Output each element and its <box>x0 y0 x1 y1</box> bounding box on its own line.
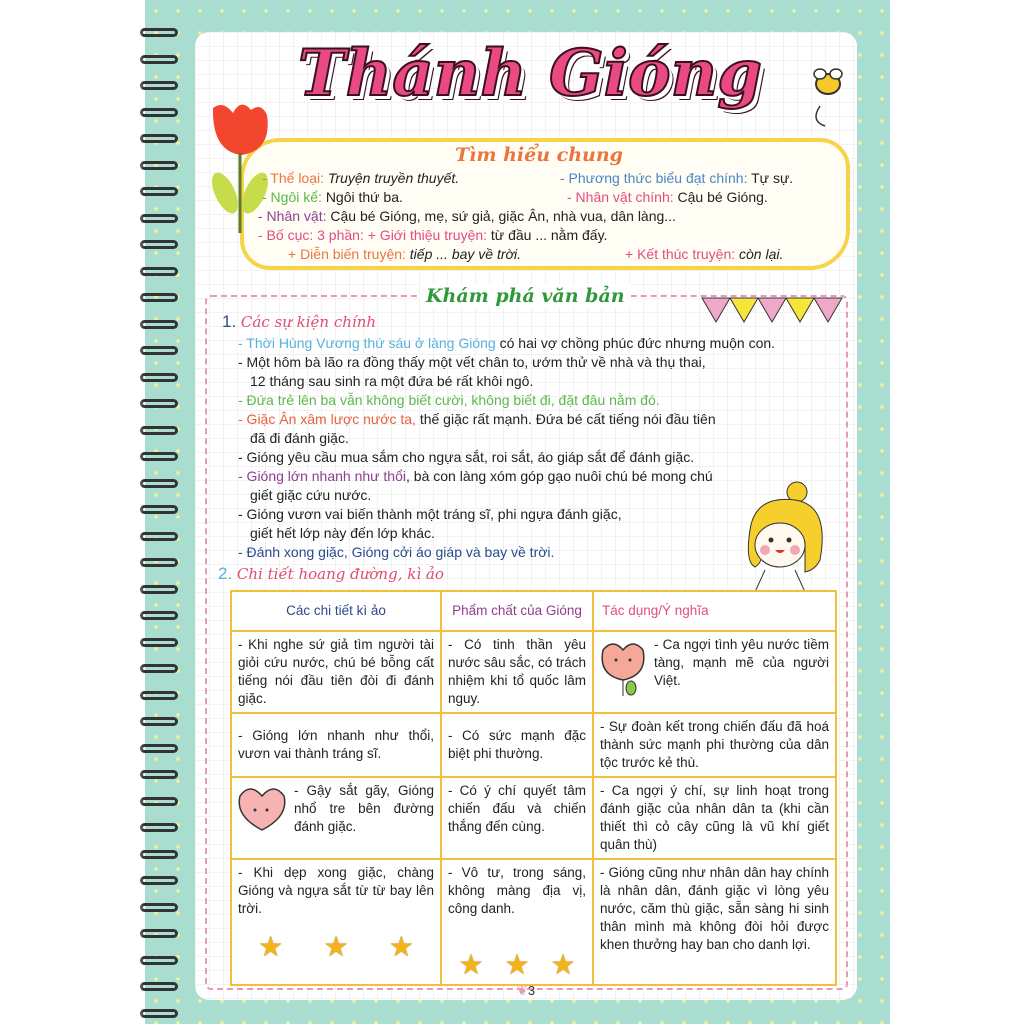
spiral-ring <box>140 240 178 249</box>
table-row <box>231 713 836 777</box>
spiral-ring <box>140 532 178 541</box>
event-text: có hai vợ chồng phúc đức nhưng muộn con. <box>495 335 776 351</box>
event-highlight: - Gióng lớn nhanh như thổi <box>238 468 406 484</box>
narration-value: Ngôi thứ ba. <box>325 189 403 205</box>
ending-value: còn lại. <box>739 246 784 262</box>
column-header: Phẩm chất của Gióng <box>441 591 593 631</box>
spiral-ring <box>140 373 178 382</box>
event-item <box>238 353 706 371</box>
page-number-text: 3 <box>527 983 536 998</box>
genre-line <box>262 169 459 187</box>
event-text: - Một hôm bà lão ra đồng thấy một vết chân to, ướm thử về nhà và thụ thai, <box>238 354 706 370</box>
table-cell <box>231 859 441 985</box>
spiral-ring <box>140 479 178 488</box>
table-cell <box>593 859 836 985</box>
star-icon: ★ <box>323 931 349 962</box>
fantasy-details-table <box>230 590 837 986</box>
table-cell <box>231 777 441 859</box>
spiral-ring <box>140 161 178 170</box>
explore-heading: Khám phá văn bản <box>420 284 631 308</box>
spiral-ring <box>140 664 178 673</box>
event-item <box>250 486 371 504</box>
event-text: 12 tháng sau sinh ra một đứa bé rất khôi ngô. <box>250 373 534 389</box>
spiral-ring <box>140 850 178 859</box>
table-cell <box>593 777 836 859</box>
bee-icon <box>808 66 853 136</box>
spiral-ring <box>140 187 178 196</box>
characters-value: Cậu bé Gióng, mẹ, sứ giả, giặc Ân, nhà vua, dân làng... <box>330 208 676 224</box>
section-2-heading <box>218 564 444 584</box>
table-cell <box>441 713 593 777</box>
intro-heading: Tìm hiểu chung <box>455 144 623 166</box>
intro-part-value: từ đầu ... nằm đấy. <box>490 227 608 243</box>
development-label: + Diễn biến truyện: <box>288 246 406 262</box>
cell-text: - Sự đoàn kết trong chiến đấu đã hoá thành sức mạnh phi thường của dân tộc trước kẻ thù. <box>600 719 829 770</box>
genre-value: Truyện truyền thuyết. <box>327 170 460 186</box>
star-icon: ★ <box>388 931 414 962</box>
spiral-ring <box>140 558 178 567</box>
column-header: Tác dụng/Ý nghĩa <box>593 591 836 631</box>
table-cell <box>593 713 836 777</box>
event-text: đã đi đánh giặc. <box>250 430 349 446</box>
section-2-title: Chi tiết hoang đường, kì ảo <box>236 565 444 583</box>
event-item <box>238 543 554 561</box>
spiral-ring <box>140 267 178 276</box>
table-cell <box>441 777 593 859</box>
section-1-heading <box>222 312 376 332</box>
star-icon: ★ <box>550 949 576 980</box>
event-text: - Gióng yêu cầu mua sắm cho ngựa sắt, roi sắt, áo giáp sắt để đánh giặc. <box>238 449 695 465</box>
star-icon: ★ <box>458 949 484 980</box>
spiral-ring <box>140 744 178 753</box>
table-row <box>231 859 836 985</box>
event-item <box>250 524 435 542</box>
event-text: , bà con làng xóm góp gạo nuôi chú bé mong chú <box>406 468 713 484</box>
main-character-line <box>567 188 768 206</box>
narration-line <box>262 188 403 206</box>
event-text: - Gióng vươn vai biến thành một tráng sĩ, phi ngựa đánh giặc, <box>238 506 622 522</box>
spiral-ring <box>140 346 178 355</box>
spiral-ring <box>140 134 178 143</box>
cell-text: - Ca ngợi tình yêu nước tiềm tàng, mạnh mẽ của người Việt. <box>654 637 829 688</box>
development-value: tiếp ... bay về trời. <box>409 246 521 262</box>
cell-text: - Ca ngợi ý chí, sự linh hoạt trong đánh giặc của nhân dân ta (khi cần thiết thì cỏ cây cũng là vũ khí giết quân thù) <box>600 783 829 852</box>
spiral-ring <box>140 81 178 90</box>
spiral-ring <box>140 452 178 461</box>
expression-value: Tự sự. <box>751 170 794 186</box>
expression-label: - Phương thức biểu đạt chính: <box>560 170 748 186</box>
event-item <box>238 410 716 428</box>
spiral-ring <box>140 929 178 938</box>
cell-text: - Vô tư, trong sáng, không màng địa vị, công danh. <box>448 865 586 916</box>
table-cell <box>231 713 441 777</box>
spiral-ring <box>140 28 178 37</box>
spiral-ring <box>140 638 178 647</box>
narration-label: - Ngôi kể: <box>262 189 322 205</box>
event-highlight: - Đứa trẻ lên ba vẫn không biết cười, không biết đi, đặt đâu nằm đó. <box>238 392 660 408</box>
spiral-ring <box>140 691 178 700</box>
column-header: Các chi tiết kì ảo <box>231 591 441 631</box>
table-row <box>231 777 836 859</box>
spiral-ring <box>140 108 178 117</box>
cell-text: - Có tinh thần yêu nước sâu sắc, có trách nhiệm khi tổ quốc lâm nguy. <box>448 637 586 706</box>
spiral-ring <box>140 797 178 806</box>
stars-decoration <box>238 932 434 962</box>
heart-face-icon <box>238 784 286 832</box>
table-cell <box>593 631 836 713</box>
spiral-ring <box>140 293 178 302</box>
spiral-ring <box>140 55 178 64</box>
section-1-title: Các sự kiện chính <box>240 313 377 331</box>
cell-text: - Gióng lớn nhanh như thổi, vươn vai thành tráng sĩ. <box>238 728 434 761</box>
event-item <box>250 429 349 447</box>
table-row <box>231 631 836 713</box>
cell-text: - Có sức mạnh đặc biệt phi thường. <box>448 728 586 761</box>
main-character-value: Cậu bé Gióng. <box>677 189 768 205</box>
spiral-ring <box>140 611 178 620</box>
intro-part-label: + Giới thiệu truyện: <box>367 227 488 243</box>
event-item <box>238 505 622 523</box>
spiral-ring <box>140 320 178 329</box>
table-cell <box>441 859 593 985</box>
genre-label: - Thể loại: <box>262 170 324 186</box>
development-line <box>288 245 521 263</box>
event-text: thế giặc rất mạnh. Đứa bé cất tiếng nói đầu tiên <box>415 411 716 427</box>
event-item <box>250 372 533 390</box>
characters-line <box>258 207 676 225</box>
spiral-ring <box>140 426 178 435</box>
cell-text: - Gậy sắt gãy, Gióng nhổ tre bên đường đánh giặc. <box>294 783 434 834</box>
table-cell <box>231 631 441 713</box>
girl-illustration <box>735 480 830 592</box>
spiral-ring <box>140 903 178 912</box>
flower-face-icon <box>600 638 646 698</box>
spiral-ring <box>140 585 178 594</box>
cell-text: - Khi dẹp xong giặc, chàng Gióng và ngựa sắt từ từ bay lên trời. <box>238 865 434 916</box>
spiral-ring <box>140 956 178 965</box>
cell-text: - Gióng cũng như nhân dân hay chính là nhân dân, đánh giặc vì lòng yêu nước, căm thù giặc, sẵn sàng hi sinh thân mình mà không đòi hỏi được khen thưởng hay ban cho danh lợi. <box>600 865 829 952</box>
spiral-ring <box>140 770 178 779</box>
table-cell <box>441 631 593 713</box>
spiral-ring <box>140 823 178 832</box>
event-highlight: - Giặc Ân xâm lược nước ta, <box>238 411 416 427</box>
expression-line <box>560 169 793 187</box>
event-item <box>238 467 713 485</box>
section-1-number: 1. <box>222 312 237 331</box>
event-item <box>238 391 660 409</box>
table-header-row <box>231 591 836 631</box>
stars-decoration <box>448 950 586 980</box>
ending-label: + Kết thúc truyện: <box>625 246 736 262</box>
spiral-ring <box>140 982 178 991</box>
star-icon: ★ <box>504 949 530 980</box>
section-2-number: 2. <box>218 564 233 583</box>
event-item <box>238 448 694 466</box>
spiral-ring <box>140 399 178 408</box>
star-icon: ★ <box>258 931 284 962</box>
event-text: giết hết lớp này đến lớp khác. <box>250 525 435 541</box>
event-highlight: - Đánh xong giặc, Gióng cởi áo giáp và bay về trời. <box>238 544 555 560</box>
event-text: giết giặc cứu nước. <box>250 487 372 503</box>
page-number: ❦3 <box>517 983 536 998</box>
event-highlight: - Thời Hùng Vương thứ sáu ở làng Gióng <box>238 335 496 351</box>
structure-line <box>258 226 607 244</box>
ending-line <box>625 245 783 263</box>
event-item <box>238 334 775 352</box>
cell-text: - Có ý chí quyết tâm chiến đấu và chiến thắng đến cùng. <box>448 783 586 834</box>
spiral-ring <box>140 717 178 726</box>
structure-label: - Bố cục: 3 phần: <box>258 227 364 243</box>
main-character-label: - Nhân vật chính: <box>567 189 674 205</box>
cell-text: - Khi nghe sứ giả tìm người tài giỏi cứu nước, chú bé bỗng cất tiếng nói đầu tiên đòi đi đánh giặc. <box>238 637 434 706</box>
spiral-ring <box>140 505 178 514</box>
spiral-ring <box>140 1009 178 1018</box>
bunting-decoration <box>700 296 848 326</box>
characters-label: - Nhân vật: <box>258 208 327 224</box>
page-title: Thánh Gióng <box>298 36 762 111</box>
spiral-ring <box>140 876 178 885</box>
spiral-ring <box>140 214 178 223</box>
